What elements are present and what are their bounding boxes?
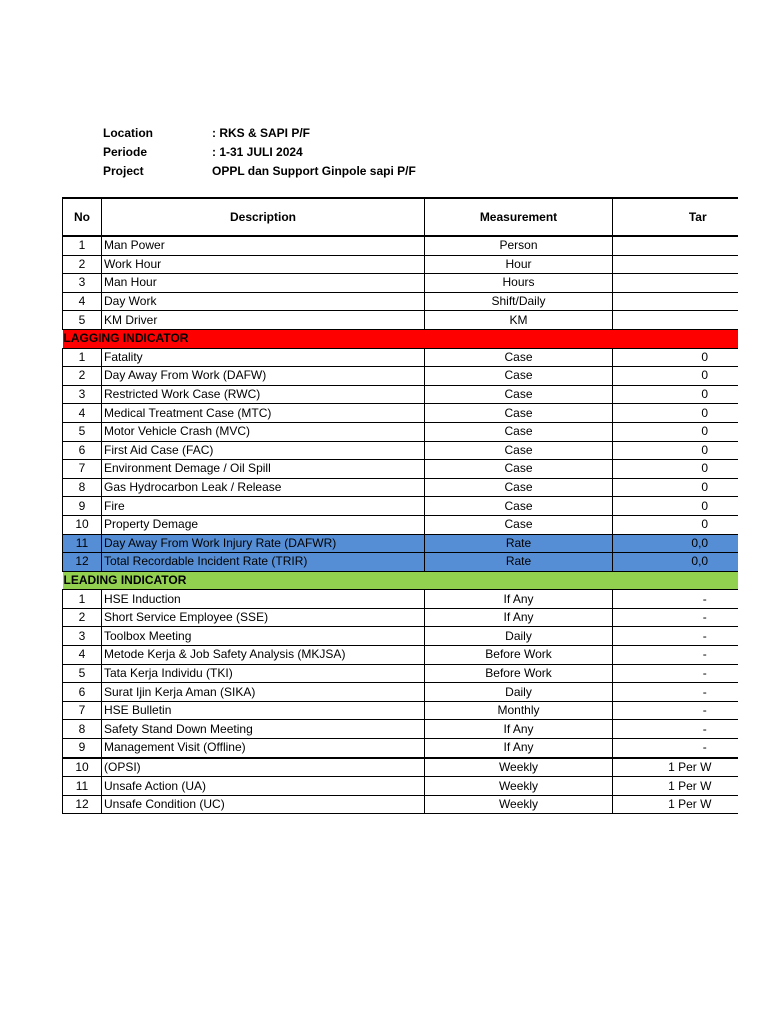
row-description: Metode Kerja & Job Safety Analysis (MKJSA) [102, 646, 425, 665]
row-target-text: - [702, 721, 707, 736]
row-target [613, 348, 739, 367]
leading-indicator-section-title: LEADING INDICATOR [63, 571, 739, 590]
row-number: 12 [63, 795, 102, 814]
hse-statistics-table [62, 197, 738, 814]
row-description: Fire [102, 497, 425, 516]
row-target [613, 236, 739, 255]
row-number: 11 [63, 777, 102, 796]
row-target-text: 0 [701, 498, 709, 513]
row-description: Property Demage [102, 515, 425, 534]
row-measurement: KM [425, 311, 613, 330]
row-number: 9 [63, 739, 102, 758]
row-description: Day Away From Work (DAFW) [102, 367, 425, 386]
row-target-text: 0 [701, 424, 709, 439]
row-target-text: 0 [701, 349, 709, 364]
table-row [63, 255, 739, 274]
row-number: 9 [63, 497, 102, 516]
row-target [613, 515, 739, 534]
row-number: 6 [63, 683, 102, 702]
table-row [63, 534, 739, 553]
row-measurement: Rate [425, 534, 613, 553]
row-target [613, 497, 739, 516]
row-number: 5 [63, 311, 102, 330]
row-measurement: Shift/Daily [425, 292, 613, 311]
row-target [613, 385, 739, 404]
lagging-indicator-section [63, 329, 739, 348]
row-description: Surat Ijin Kerja Aman (SIKA) [102, 683, 425, 702]
table-row [63, 608, 739, 627]
row-description: Restricted Work Case (RWC) [102, 385, 425, 404]
row-description: Tata Kerja Individu (TKI) [102, 664, 425, 683]
table-row [63, 664, 739, 683]
header-target-text: Tar [688, 210, 707, 224]
row-target [613, 553, 739, 572]
row-description: Gas Hydrocarbon Leak / Release [102, 478, 425, 497]
hse-statistics-sheet [62, 197, 738, 817]
table-row [63, 478, 739, 497]
row-target-text: 0,0 [691, 554, 709, 569]
table-row [63, 497, 739, 516]
row-target [613, 758, 739, 777]
row-measurement: Rate [425, 553, 613, 572]
row-target [613, 422, 739, 441]
row-target-text: 1 Per W [668, 759, 712, 774]
row-description: Motor Vehicle Crash (MVC) [102, 422, 425, 441]
row-number: 1 [63, 590, 102, 609]
table-row [63, 422, 739, 441]
row-measurement: Case [425, 478, 613, 497]
row-description: Short Service Employee (SSE) [102, 608, 425, 627]
table-row [63, 515, 739, 534]
row-description: Day Away From Work Injury Rate (DAFWR) [102, 534, 425, 553]
table-header-row [63, 198, 739, 236]
table-row [63, 441, 739, 460]
row-target [613, 646, 739, 665]
table-row [63, 701, 739, 720]
row-target [613, 720, 739, 739]
table-row [63, 627, 739, 646]
row-measurement: Daily [425, 683, 613, 702]
row-measurement: If Any [425, 590, 613, 609]
row-description: Environment Demage / Oil Spill [102, 460, 425, 479]
row-description: Safety Stand Down Meeting [102, 720, 425, 739]
row-target-text: 0 [701, 442, 709, 457]
row-target [613, 404, 739, 423]
row-target [613, 590, 739, 609]
row-number: 2 [63, 367, 102, 386]
row-target-text: 1 Per W [668, 778, 712, 793]
row-number: 12 [63, 553, 102, 572]
row-measurement: Hour [425, 255, 613, 274]
row-number: 3 [63, 627, 102, 646]
row-measurement: Before Work [425, 664, 613, 683]
location-label: Location [103, 126, 153, 140]
row-number: 7 [63, 460, 102, 479]
row-measurement: Hours [425, 274, 613, 293]
table-row [63, 311, 739, 330]
row-target-text: - [702, 665, 707, 680]
row-description: KM Driver [102, 311, 425, 330]
row-target-text: - [702, 703, 707, 718]
row-number: 10 [63, 515, 102, 534]
location-value: : RKS & SAPI P/F [212, 126, 311, 140]
row-target-text: 1 Per W [668, 797, 712, 812]
header-measurement: Measurement [425, 198, 613, 236]
table-row [63, 404, 739, 423]
row-number: 2 [63, 255, 102, 274]
row-number: 10 [63, 758, 102, 777]
row-measurement: Monthly [425, 701, 613, 720]
row-number: 4 [63, 292, 102, 311]
table-row [63, 777, 739, 796]
project-value: OPPL dan Support Ginpole sapi P/F [212, 164, 416, 178]
table-row [63, 460, 739, 479]
row-target [613, 460, 739, 479]
row-target-text: 0 [701, 480, 709, 495]
row-measurement: Case [425, 460, 613, 479]
table-row [63, 683, 739, 702]
row-target [613, 441, 739, 460]
table-row [63, 795, 739, 814]
row-target [613, 608, 739, 627]
table-row [63, 367, 739, 386]
row-number: 8 [63, 478, 102, 497]
row-number: 5 [63, 422, 102, 441]
row-number: 6 [63, 441, 102, 460]
row-description: Unsafe Action (UA) [102, 777, 425, 796]
row-target [613, 367, 739, 386]
table-row [63, 720, 739, 739]
table-row [63, 348, 739, 367]
row-description: HSE Bulletin [102, 701, 425, 720]
row-number: 3 [63, 274, 102, 293]
header-description: Description [102, 198, 425, 236]
table-row [63, 553, 739, 572]
leading-indicator-section [63, 571, 739, 590]
row-description: Management Visit (Offline) [102, 739, 425, 758]
row-description: Work Hour [102, 255, 425, 274]
row-target-text: 0 [701, 387, 709, 402]
row-description: (OPSI) [102, 758, 425, 777]
row-measurement: Case [425, 422, 613, 441]
row-target [613, 627, 739, 646]
row-target-text: 0 [701, 461, 709, 476]
row-target [613, 701, 739, 720]
header-no: No [63, 198, 102, 236]
table-row [63, 646, 739, 665]
row-target-text: - [702, 628, 707, 643]
row-description: Day Work [102, 292, 425, 311]
row-number: 7 [63, 701, 102, 720]
table-row [63, 292, 739, 311]
row-target-text: - [702, 591, 707, 606]
row-target [613, 311, 739, 330]
table-row [63, 739, 739, 758]
periode-label: Periode [103, 145, 148, 159]
row-description: Toolbox Meeting [102, 627, 425, 646]
row-measurement: Case [425, 497, 613, 516]
row-description: Fatality [102, 348, 425, 367]
row-target-text: 0,0 [691, 535, 709, 550]
row-number: 8 [63, 720, 102, 739]
table-row [63, 590, 739, 609]
row-target-text: - [702, 740, 707, 755]
row-target [613, 664, 739, 683]
row-measurement: Person [425, 236, 613, 255]
row-target [613, 534, 739, 553]
row-number: 2 [63, 608, 102, 627]
row-target [613, 777, 739, 796]
row-target-text: - [702, 647, 707, 662]
row-target [613, 478, 739, 497]
row-measurement: Case [425, 441, 613, 460]
row-number: 5 [63, 664, 102, 683]
lagging-indicator-section-title: LAGGING INDICATOR [63, 329, 739, 348]
row-measurement: Case [425, 348, 613, 367]
project-label: Project [103, 164, 144, 178]
row-number: 4 [63, 646, 102, 665]
row-description: Man Hour [102, 274, 425, 293]
row-description: Man Power [102, 236, 425, 255]
row-number: 1 [63, 348, 102, 367]
row-number: 1 [63, 236, 102, 255]
row-target [613, 292, 739, 311]
row-measurement: Case [425, 367, 613, 386]
row-description: Medical Treatment Case (MTC) [102, 404, 425, 423]
table-row [63, 236, 739, 255]
row-description: Unsafe Condition (UC) [102, 795, 425, 814]
row-description: First Aid Case (FAC) [102, 441, 425, 460]
row-target [613, 255, 739, 274]
row-number: 3 [63, 385, 102, 404]
row-measurement: Case [425, 515, 613, 534]
row-number: 11 [63, 534, 102, 553]
row-target-text: - [702, 610, 707, 625]
row-measurement: Weekly [425, 795, 613, 814]
row-target [613, 795, 739, 814]
row-measurement: Weekly [425, 758, 613, 777]
row-target [613, 739, 739, 758]
row-target-text: 0 [701, 517, 709, 532]
row-measurement: If Any [425, 739, 613, 758]
row-measurement: If Any [425, 720, 613, 739]
header-target [613, 198, 739, 236]
row-measurement: Weekly [425, 777, 613, 796]
row-target [613, 683, 739, 702]
row-target-text: - [702, 684, 707, 699]
table-row [63, 385, 739, 404]
row-description: HSE Induction [102, 590, 425, 609]
row-description: Total Recordable Incident Rate (TRIR) [102, 553, 425, 572]
row-measurement: If Any [425, 608, 613, 627]
periode-value: : 1-31 JULI 2024 [212, 145, 303, 159]
row-measurement: Daily [425, 627, 613, 646]
table-row [63, 274, 739, 293]
row-measurement: Before Work [425, 646, 613, 665]
row-measurement: Case [425, 385, 613, 404]
table-row [63, 758, 739, 777]
row-number: 4 [63, 404, 102, 423]
row-target-text: 0 [701, 405, 709, 420]
row-target-text: 0 [701, 368, 709, 383]
row-measurement: Case [425, 404, 613, 423]
row-target [613, 274, 739, 293]
